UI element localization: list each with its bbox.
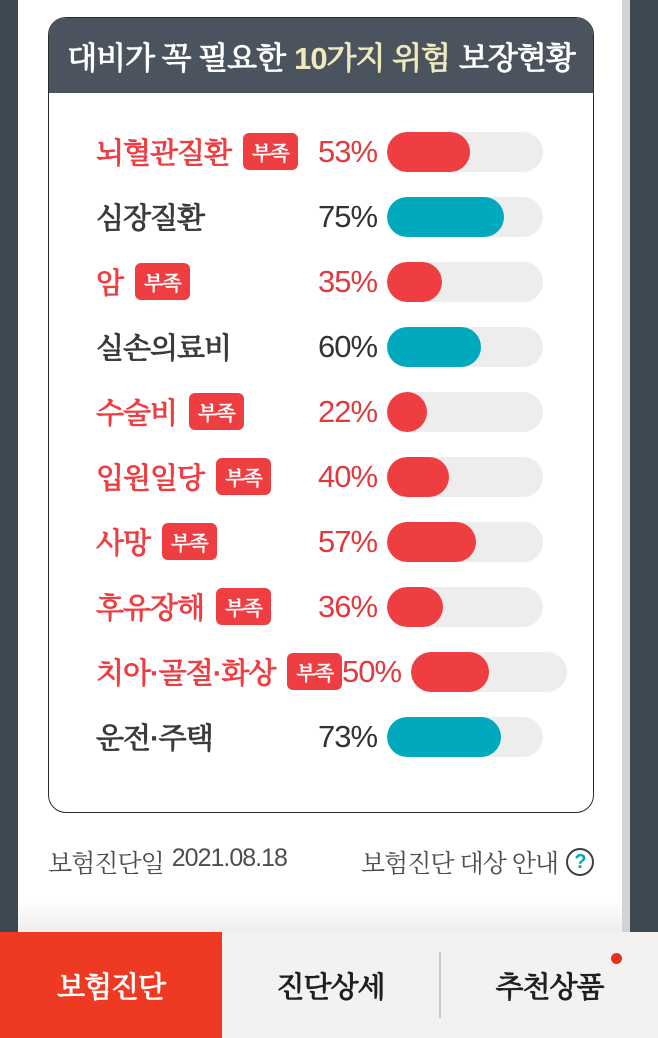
diagnosis-date — [48, 844, 287, 880]
row-percent: 60% — [318, 328, 378, 364]
diagnosis-info-row — [48, 844, 594, 878]
coverage-bar-fill — [387, 587, 443, 627]
card-title — [49, 18, 593, 93]
coverage-status-card — [48, 17, 594, 813]
coverage-bar-track — [387, 522, 543, 562]
scrollbar[interactable] — [622, 0, 630, 932]
card-title-suffix: 보장현황 — [458, 41, 575, 76]
row-label: 후유장해 — [96, 593, 205, 625]
row-percent: 40% — [318, 458, 378, 494]
coverage-bar-track — [387, 197, 543, 237]
insufficient-badge: 부족 — [216, 588, 271, 625]
row-percent: 35% — [318, 263, 378, 299]
row-percent: 75% — [318, 198, 378, 234]
coverage-bar-track — [387, 262, 543, 302]
row-percent: 36% — [318, 588, 378, 624]
insufficient-badge: 부족 — [287, 653, 342, 690]
tab-label: 보험진단 — [56, 971, 166, 1004]
coverage-bar-track — [387, 717, 543, 757]
coverage-bar-fill — [387, 522, 476, 562]
coverage-bar-track — [411, 652, 567, 692]
tab-진단상세[interactable] — [222, 932, 439, 1038]
insufficient-badge: 부족 — [243, 133, 298, 170]
diagnosis-date-value: 2021.08.18 — [171, 844, 287, 872]
notification-dot-icon — [611, 953, 622, 964]
row-label: 심장질환 — [96, 203, 205, 235]
row-percent: 22% — [318, 393, 378, 429]
row-percent: 73% — [318, 718, 378, 754]
right-frame-strip — [630, 0, 658, 932]
card-title-highlight: 10가지 위험 — [294, 41, 450, 76]
row-label: 암 — [96, 268, 124, 300]
coverage-bar-fill — [387, 327, 481, 367]
row-percent: 53% — [318, 133, 378, 169]
tab-label: 진단상세 — [276, 971, 385, 1004]
insufficient-badge: 부족 — [162, 523, 217, 560]
bottom-fade — [18, 900, 622, 932]
coverage-list — [49, 93, 593, 769]
coverage-bar-fill — [387, 717, 501, 757]
coverage-bar-fill — [387, 392, 427, 432]
coverage-row-수술비 — [96, 379, 543, 444]
row-label: 입원일당 — [96, 463, 205, 495]
coverage-bar-fill — [411, 652, 489, 692]
tab-추천상품[interactable] — [441, 932, 658, 1038]
bottom-tab-bar — [0, 932, 658, 1038]
row-label: 실손의료비 — [96, 333, 232, 365]
coverage-bar-track — [387, 132, 543, 172]
card-title-prefix: 대비가 꼭 필요한 — [67, 41, 286, 76]
insufficient-badge: 부족 — [135, 263, 190, 300]
diagnosis-guide-link[interactable] — [361, 844, 594, 880]
row-label: 뇌혈관질환 — [96, 138, 232, 170]
coverage-row-운전·주택 — [96, 704, 543, 769]
insufficient-badge: 부족 — [189, 393, 244, 430]
coverage-bar-fill — [387, 457, 449, 497]
diagnosis-date-label: 보험진단일 — [48, 850, 164, 878]
coverage-row-암 — [96, 249, 543, 314]
coverage-bar-fill — [387, 197, 504, 237]
tab-label: 추천상품 — [495, 971, 604, 1004]
coverage-row-사망 — [96, 509, 543, 574]
row-percent: 50% — [342, 653, 402, 689]
row-percent: 57% — [318, 523, 378, 559]
row-label: 사망 — [96, 528, 151, 560]
coverage-row-후유장해 — [96, 574, 543, 639]
question-mark-icon[interactable]: ? — [566, 848, 594, 876]
coverage-bar-fill — [387, 262, 442, 302]
row-label: 운전·주택 — [96, 723, 213, 755]
left-frame-strip — [0, 0, 18, 932]
row-label: 수술비 — [96, 398, 178, 430]
coverage-row-심장질환 — [96, 184, 543, 249]
coverage-row-입원일당 — [96, 444, 543, 509]
tab-보험진단[interactable] — [0, 932, 222, 1038]
coverage-bar-track — [387, 457, 543, 497]
insufficient-badge: 부족 — [216, 458, 271, 495]
diagnosis-guide-label: 보험진단 대상 안내 — [360, 850, 558, 878]
coverage-row-실손의료비 — [96, 314, 543, 379]
row-label: 치아·골절·화상 — [96, 658, 276, 690]
coverage-row-뇌혈관질환 — [96, 119, 543, 184]
coverage-row-치아·골절·화상 — [96, 639, 543, 704]
coverage-bar-track — [387, 392, 543, 432]
coverage-bar-fill — [387, 132, 470, 172]
coverage-bar-track — [387, 327, 543, 367]
coverage-bar-track — [387, 587, 543, 627]
